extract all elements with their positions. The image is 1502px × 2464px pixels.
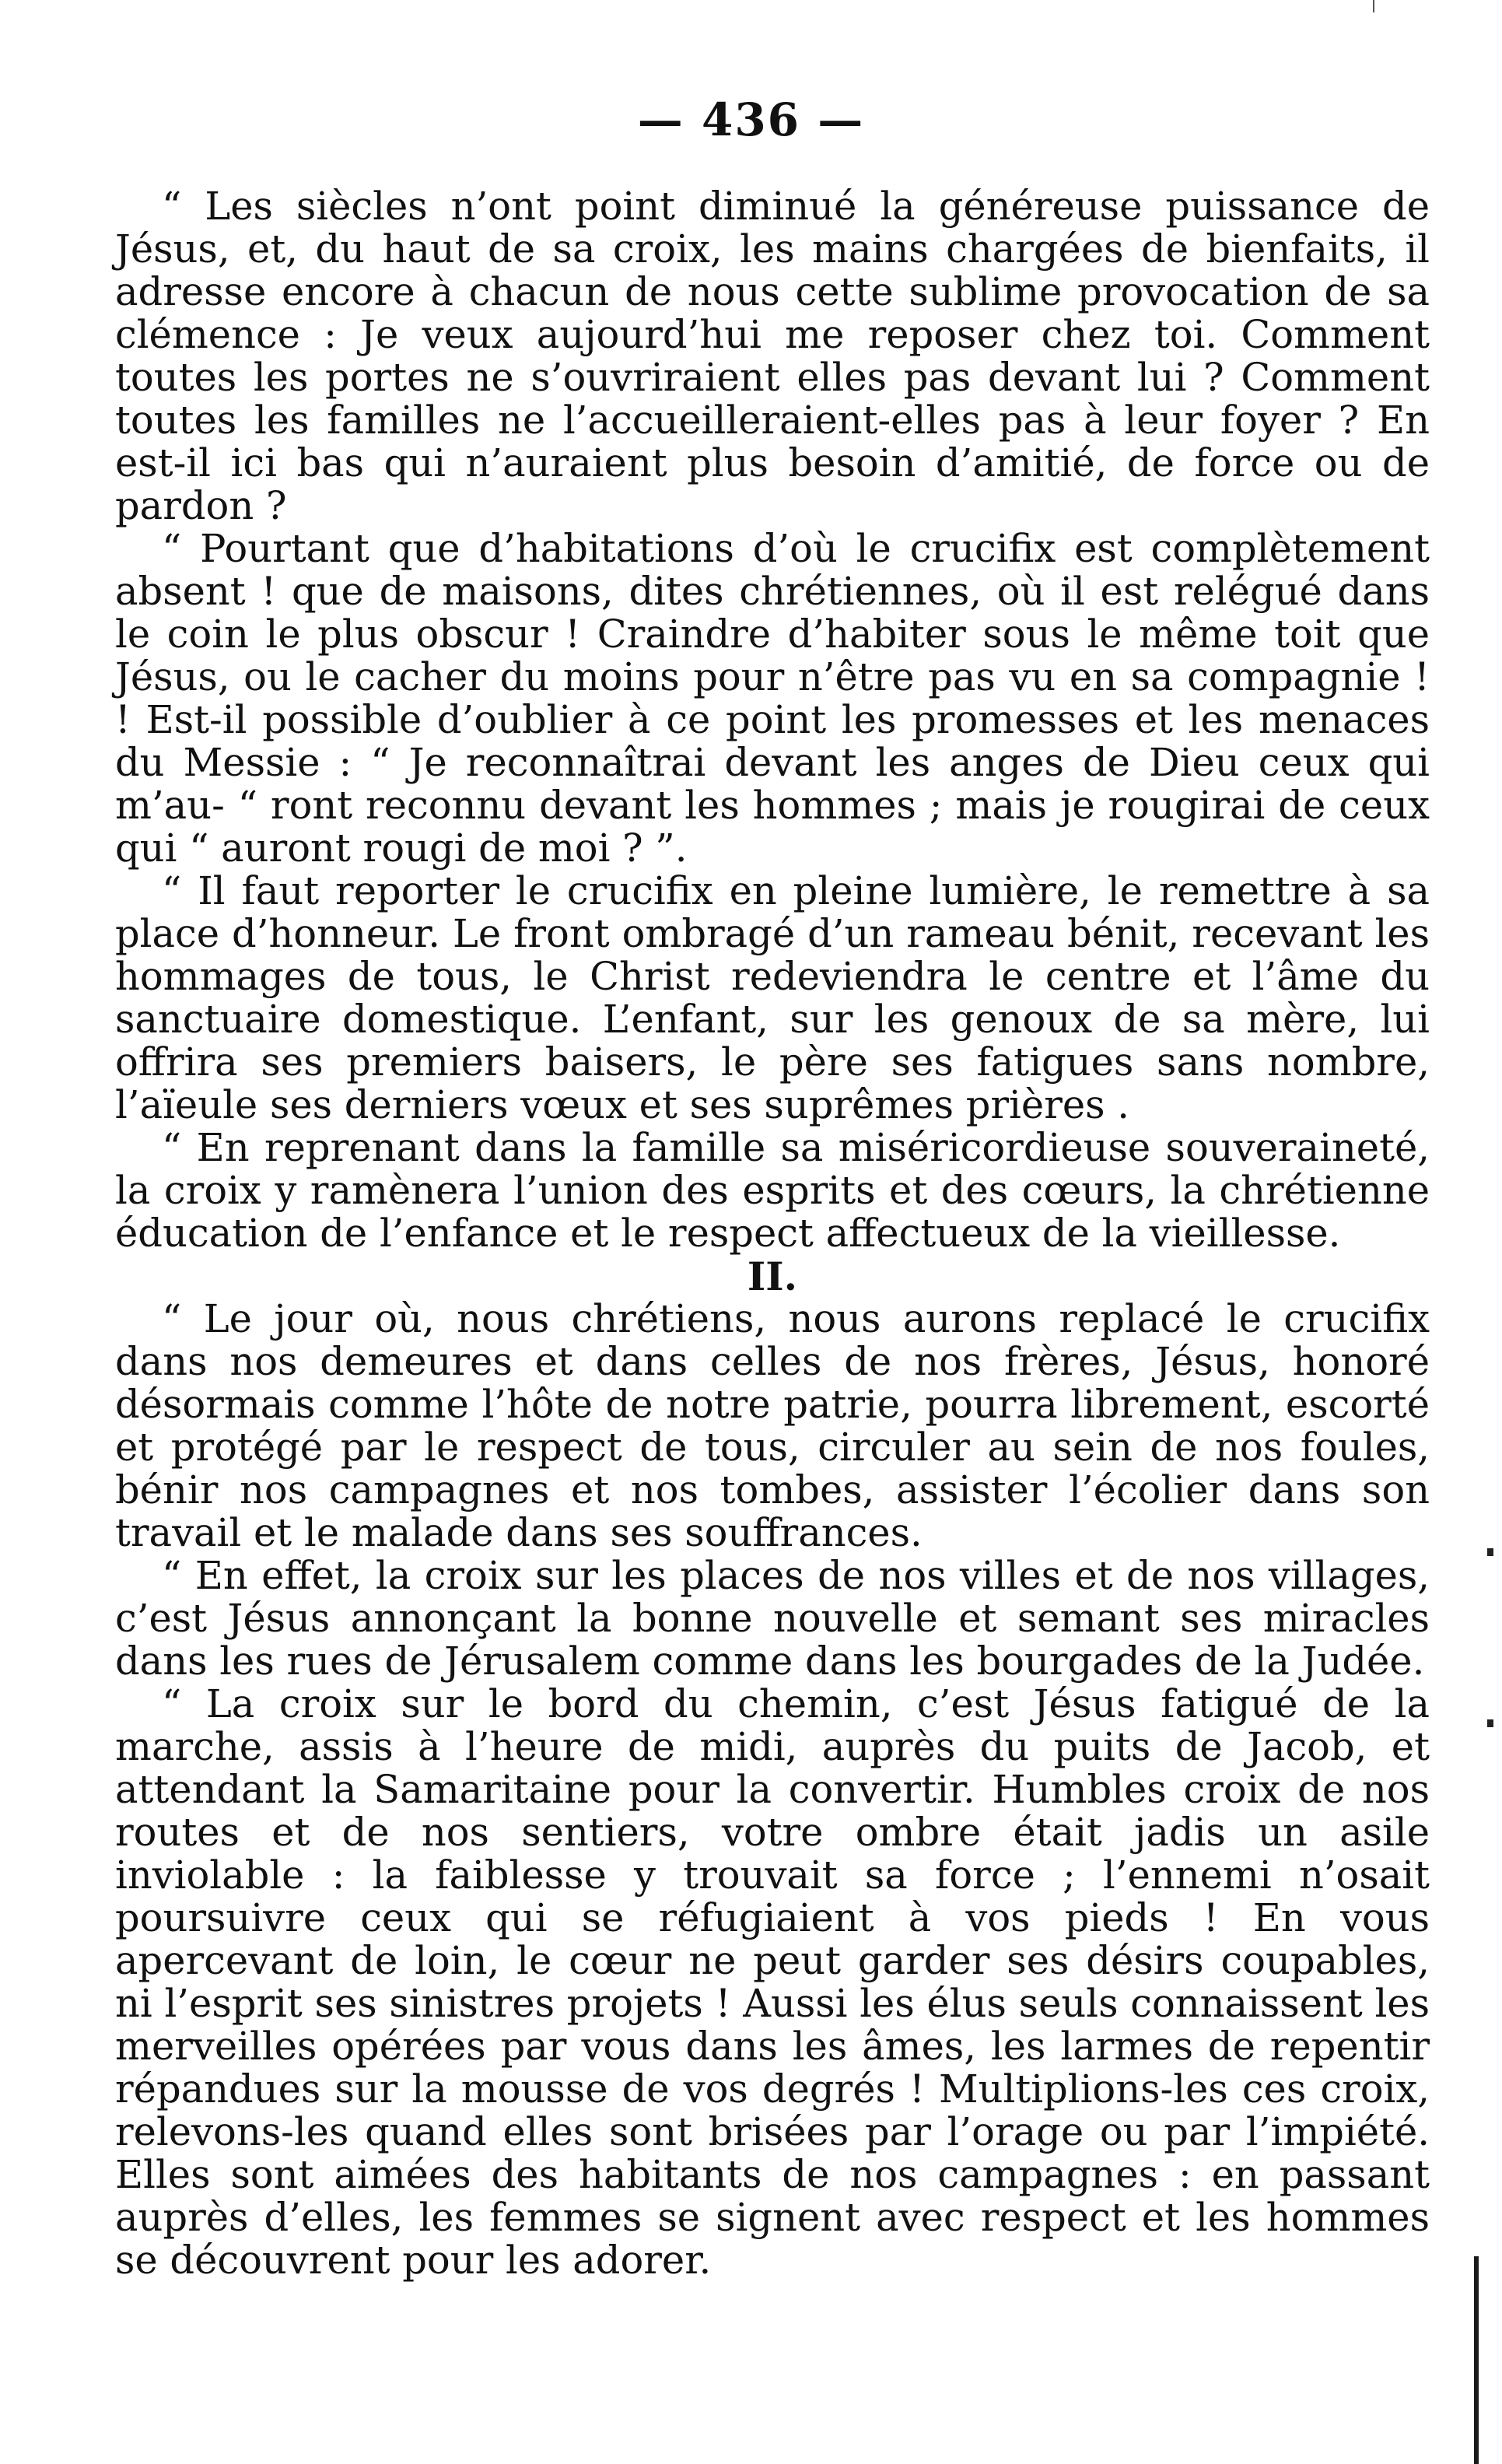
scan-artifact-mark [1373, 0, 1374, 12]
page-number: — 436 — [637, 93, 865, 146]
paragraph-5: “ Le jour où, nous chrétiens, nous aurons replacé le crucifix dans nos demeures et dans celles de nos frères, Jésus, honoré désormais comme l’hôte de notre patrie, pourra librement, escorté et protégé par le respect de tous, circuler au sein de nos foules, bénir nos campagnes et nos tombes, assister l’écolier dans son travail et le malade dans ses souffrances. [115, 1296, 1430, 1555]
page-edge-shadow [1474, 2256, 1479, 2464]
paragraph-1: “ Les siècles n’ont point diminué la généreuse puissance de Jésus, et, du haut de sa croix, les mains chargées de bienfaits, il adresse encore à chacun de nous cette sublime provocation de sa clémence : Je veux aujourd’hui me reposer chez toi. Comment toutes les portes ne s’ouvriraient elles pas devant lui ? Comment toutes les familles ne l’accueilleraient-elles pas à leur foyer ? En est-il ici bas qui n’auraient plus besoin d’amitié, de force ou de pardon ? [115, 184, 1430, 528]
paragraph-7: “ La croix sur le bord du chemin, c’est Jésus fatigué de la marche, assis à l’heure de midi, auprès du puits de Jacob, et attendant la Samaritaine pour la convertir. Humbles croix de nos routes et de nos sentiers, votre ombre était jadis un asile inviolable : la faiblesse y trouvait sa force ; l’ennemi n’osait poursuivre ceux qui se réfugiaient à vos pieds ! En vous apercevant de loin, le cœur ne peut garder ses désirs coupables, ni l’esprit ses sinistres projets ! Aussi les élus seuls connaissent les merveilles opérées par vous dans les âmes, les larmes de repentir répandues sur la mousse de vos degrés ! Multiplions-les ces croix, relevons-les quand elles sont brisées par l’orage ou par l’impiété. Elles sont aimées des habitants de nos campagnes : en passant auprès d’elles, les femmes se signent avec respect et les hommes se découvrent pour les adorer. [115, 1681, 1430, 2283]
body-text [115, 185, 1430, 2282]
paragraph-2: “ Pourtant que d’habitations d’où le crucifix est complètement absent ! que de maisons, dites chrétiennes, où il est relégué dans le coin le plus obscur ! Craindre d’habiter sous le même toit que Jésus, ou le cacher du moins pour n’être pas vu en sa compagnie ! ! Est-il possible d’oublier à ce point les promesses et les menaces du Messie : “ Je reconnaîtrai devant les anges de Dieu ceux qui m’au- “ ront reconnu devant les hommes ; mais je rougirai de ceux qui “ auront rougi de moi ? ”. [115, 526, 1430, 871]
paragraph-3: “ Il faut reporter le crucifix en pleine lumière, le remettre à sa place d’honneur. Le front ombragé d’un rameau bénit, recevant les hommages de tous, le Christ redeviendra le centre et l’âme du sanctuaire domestique. L’enfant, sur les genoux de sa mère, lui offrira ses premiers baisers, le père ses fatigues sans nombre, l’aïeule ses derniers vœux et ses suprêmes prières . [115, 868, 1430, 1127]
section-heading: II. [747, 1253, 798, 1299]
scan-speck [1487, 1719, 1493, 1727]
scan-speck [1487, 1548, 1493, 1556]
paragraph-4: “ En reprenant dans la famille sa miséricordieuse souveraineté, la croix y ramènera l’union des esprits et des cœurs, la chrétienne éducation de l’enfance et le respect affectueux de la vieillesse. [115, 1125, 1430, 1256]
paragraph-6: “ En effet, la croix sur les places de nos villes et de nos villages, c’est Jésus annonçant la bonne nouvelle et semant ses miracles dans les rues de Jérusalem comme dans les bourgades de la Judée. [115, 1553, 1430, 1684]
